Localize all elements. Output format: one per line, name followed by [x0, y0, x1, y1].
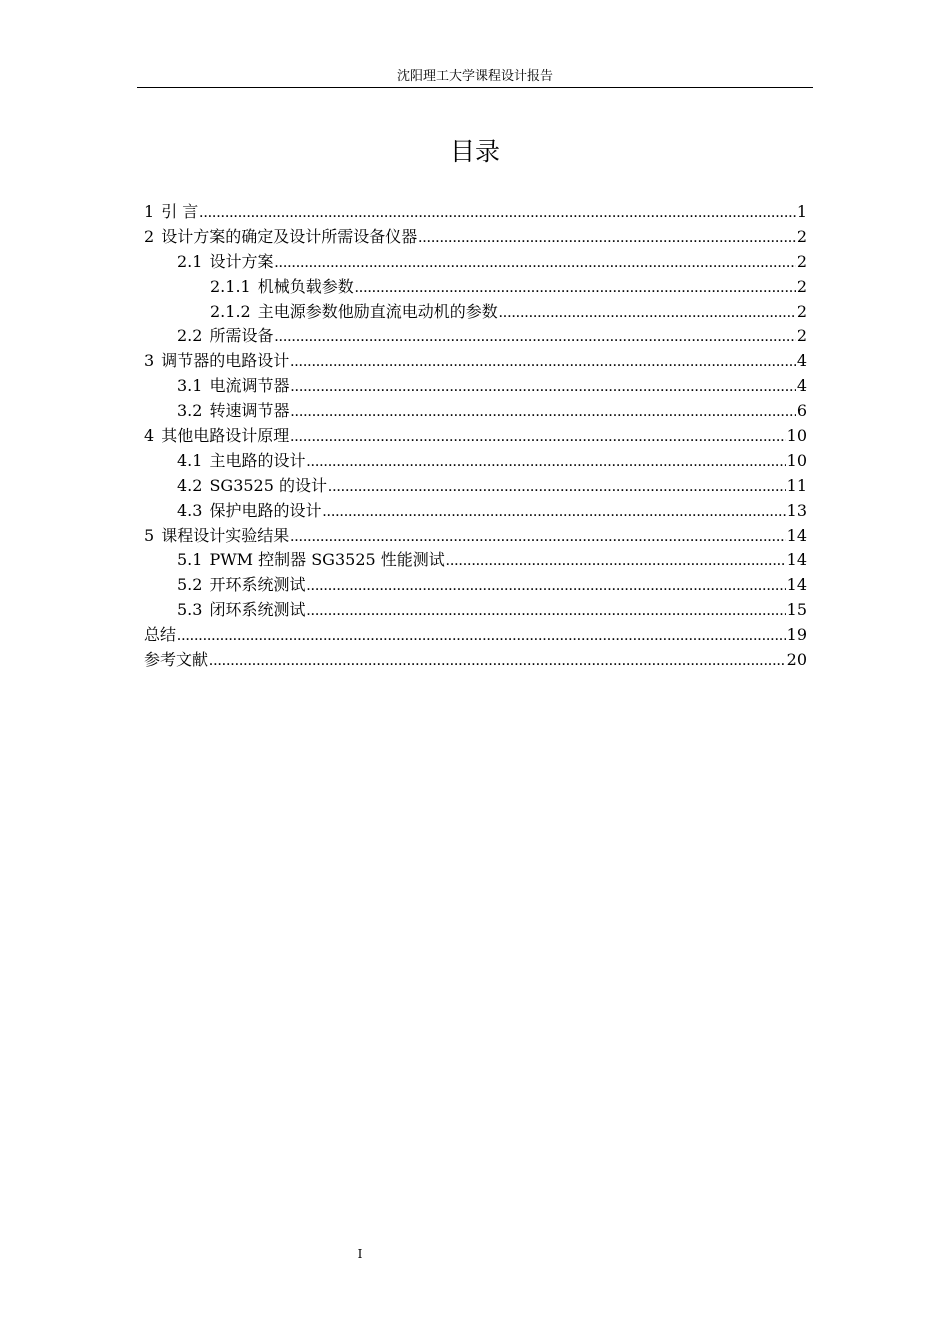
toc-entry[interactable]: [144, 474, 807, 499]
toc-entry-page: 14: [786, 575, 807, 595]
toc-entry[interactable]: [144, 449, 807, 474]
toc-entry-page: 10: [786, 450, 807, 470]
toc-entry[interactable]: [144, 648, 807, 673]
toc-entry[interactable]: [144, 374, 807, 399]
toc-entry-number: 4: [144, 426, 155, 446]
table-of-contents: [144, 200, 807, 673]
toc-entry-page: 13: [786, 500, 807, 520]
toc-dot-leader: [290, 525, 785, 549]
toc-dot-leader: [355, 276, 796, 300]
toc-entry-number: 4.1: [177, 450, 203, 470]
toc-dot-leader: [274, 251, 795, 275]
header-rule: [137, 87, 813, 88]
toc-entry-page: 2: [796, 226, 807, 246]
toc-entry-page: 19: [786, 625, 807, 645]
toc-entry-label: 主电路的设计: [209, 450, 306, 470]
toc-entry-number: 2: [144, 226, 155, 246]
toc-entry-label: 参考文献: [144, 650, 209, 670]
toc-entry[interactable]: [144, 250, 807, 275]
toc-entry-number: 2.1.2: [210, 301, 251, 321]
toc-entry-page: 6: [796, 401, 807, 421]
toc-entry-page: 14: [786, 525, 807, 545]
toc-entry[interactable]: [144, 275, 807, 300]
toc-entry-label: SG3525 的设计: [209, 475, 328, 495]
toc-entry-number: 3.2: [177, 401, 203, 421]
toc-dot-leader: [290, 400, 795, 424]
toc-entry[interactable]: [144, 598, 807, 623]
toc-entry-label: 所需设备: [209, 326, 274, 346]
toc-entry-number: 5.1: [177, 550, 203, 570]
toc-entry-page: 4: [796, 376, 807, 396]
toc-entry[interactable]: [144, 623, 807, 648]
toc-dot-leader: [177, 624, 786, 648]
toc-dot-leader: [446, 549, 786, 573]
toc-dot-leader: [290, 350, 796, 374]
toc-entry-label: 机械负载参数: [257, 276, 354, 296]
toc-entry-number: 4.3: [177, 500, 203, 520]
toc-entry-label: 设计方案: [209, 251, 274, 271]
toc-entry-page: 2: [796, 301, 807, 321]
toc-entry-label: 保护电路的设计: [209, 500, 322, 520]
toc-entry-label: PWM 控制器 SG3525 性能测试: [209, 550, 445, 570]
toc-entry-label: 闭环系统测试: [209, 600, 306, 620]
toc-entry-label: 其他电路设计原理: [161, 426, 290, 446]
toc-entry-page: 10: [786, 426, 807, 446]
toc-entry[interactable]: [144, 499, 807, 524]
toc-entry-number: 2.1.1: [210, 276, 251, 296]
toc-entry-label: 课程设计实验结果: [161, 525, 290, 545]
toc-entry-label: 总结: [144, 625, 177, 645]
toc-entry-page: 20: [786, 650, 807, 670]
toc-entry-number: 5.3: [177, 600, 203, 620]
toc-dot-leader: [418, 226, 796, 250]
toc-entry-page: 1: [796, 202, 807, 221]
toc-entry-label: 开环系统测试: [209, 575, 306, 595]
toc-entry[interactable]: [144, 548, 807, 573]
toc-entry-number: 3.1: [177, 376, 203, 396]
toc-entry-number: 4.2: [177, 475, 203, 495]
toc-entry-number: 5.2: [177, 575, 203, 595]
toc-dot-leader: [290, 425, 785, 449]
toc-dot-leader: [328, 475, 786, 499]
toc-entry[interactable]: [144, 524, 807, 549]
toc-entry-label: 转速调节器: [209, 401, 290, 421]
toc-dot-leader: [306, 450, 785, 474]
toc-entry-page: 11: [786, 475, 807, 495]
toc-entry[interactable]: [144, 300, 807, 325]
toc-dot-leader: [209, 649, 786, 673]
toc-entry-number: 2.1: [177, 251, 203, 271]
toc-entry-page: 2: [796, 251, 807, 271]
toc-entry-page: 14: [786, 550, 807, 570]
toc-entry-number: 1: [144, 202, 155, 221]
toc-dot-leader: [290, 375, 795, 399]
toc-entry[interactable]: [144, 324, 807, 349]
toc-entry-label: 引 言: [161, 202, 199, 221]
toc-title: 目录: [449, 137, 500, 166]
toc-entry-label: 调节器的电路设计: [161, 351, 290, 371]
toc-dot-leader: [306, 599, 785, 623]
toc-entry-number: 2.2: [177, 326, 203, 346]
toc-entry-label: 主电源参数他励直流电动机的参数: [257, 301, 498, 321]
toc-dot-leader: [274, 325, 795, 349]
toc-entry-page: 15: [786, 600, 807, 620]
toc-entry-page: 2: [796, 276, 807, 296]
toc-entry-number: 5: [144, 525, 155, 545]
toc-dot-leader: [306, 574, 785, 598]
toc-entry-label: 设计方案的确定及设计所需设备仪器: [161, 226, 418, 246]
toc-entry[interactable]: [144, 225, 807, 250]
page-number: I: [357, 1247, 363, 1261]
toc-entry-number: 3: [144, 351, 155, 371]
toc-dot-leader: [199, 201, 796, 225]
toc-dot-leader: [322, 500, 785, 524]
toc-entry[interactable]: [144, 200, 807, 225]
toc-entry-page: 2: [796, 326, 807, 346]
page-header: 沈阳理工大学课程设计报告: [396, 69, 553, 84]
toc-entry[interactable]: [144, 399, 807, 424]
toc-entry-page: 4: [796, 351, 807, 371]
toc-dot-leader: [499, 301, 796, 325]
toc-entry-label: 电流调节器: [209, 376, 290, 396]
toc-entry[interactable]: [144, 424, 807, 449]
toc-entry[interactable]: [144, 349, 807, 374]
toc-entry[interactable]: [144, 573, 807, 598]
